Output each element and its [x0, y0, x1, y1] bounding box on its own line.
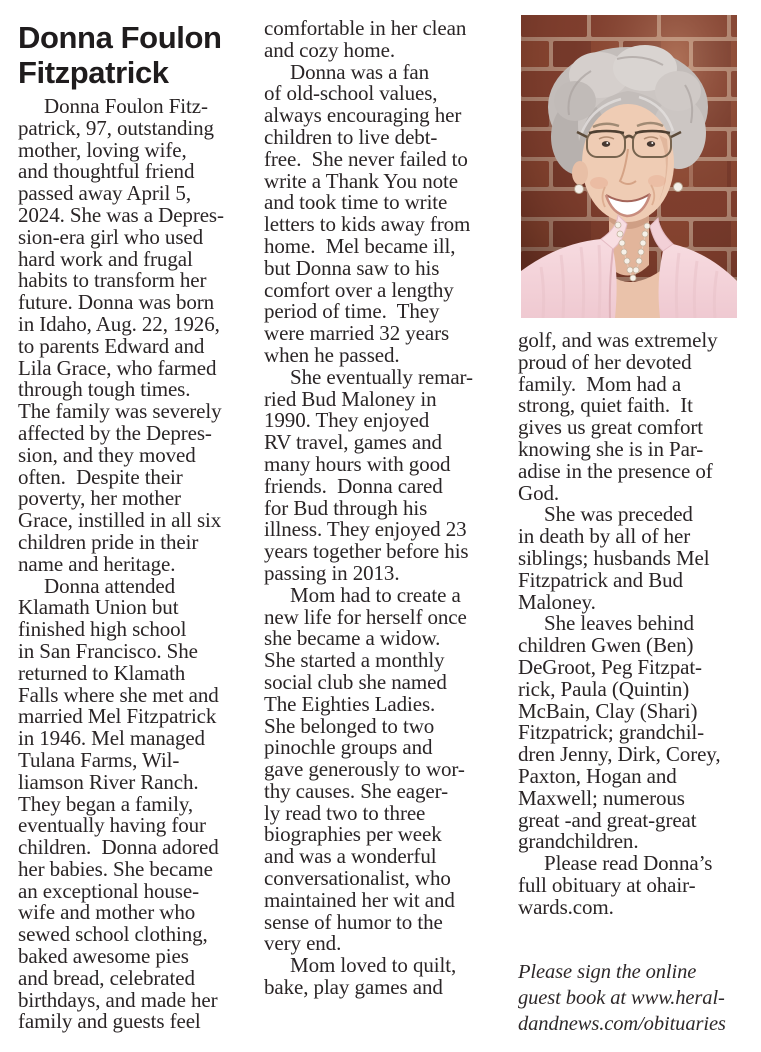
text-line: liamson River Ranch. — [18, 769, 199, 794]
paragraph — [18, 96, 258, 576]
text-line: strong, quiet faith. It — [518, 393, 693, 418]
text-line: period of time. They — [264, 299, 440, 324]
column-2 — [264, 18, 510, 999]
paragraph — [264, 59, 510, 367]
paragraph — [18, 573, 258, 1034]
text-line: ried Bud Maloney in — [264, 386, 437, 411]
text-line: hard work and frugal — [18, 246, 193, 271]
text-line: Mom loved to quilt, — [290, 953, 457, 978]
text-line: years together before his — [264, 539, 469, 564]
text-line: dren Jenny, Dirk, Corey, — [518, 742, 721, 767]
text-line: comfortable in her clean — [264, 16, 467, 40]
text-line: patrick, 97, outstanding — [18, 115, 214, 140]
text-line: returned to Klamath — [18, 660, 186, 685]
text-line: illness. They enjoyed 23 — [264, 517, 467, 542]
text-line: for Bud through his — [264, 495, 428, 520]
text-line: knowing she is in Par- — [518, 436, 704, 461]
paragraph — [264, 582, 510, 956]
text-line: social club she named — [264, 669, 447, 694]
text-line: passed away April 5, — [18, 181, 191, 206]
text-line: full obituary at ohair- — [518, 872, 696, 897]
text-line: Please sign the online — [518, 960, 697, 983]
text-line: sion-era girl who used — [18, 224, 204, 249]
text-line: She was preceded — [544, 502, 693, 527]
text-line: children Gwen (Ben) — [518, 633, 694, 658]
text-line: She leaves behind — [544, 611, 694, 636]
text-line: maintained her wit and — [264, 887, 455, 912]
text-line: biographies per week — [264, 822, 442, 847]
obituary-title — [18, 20, 258, 90]
text-line: in 1946. Mel managed — [18, 726, 205, 751]
text-line: family and guests feel — [18, 1009, 201, 1034]
column-3-text — [518, 330, 750, 1037]
text-line: 2024. She was a Depres- — [18, 202, 224, 227]
text-line: an exceptional house- — [18, 878, 199, 903]
text-line: McBain, Clay (Shari) — [518, 698, 698, 723]
text-line: of old-school values, — [264, 81, 438, 106]
text-line: finished high school — [18, 617, 187, 642]
text-line: Paxton, Hogan and — [518, 763, 677, 788]
paragraph — [264, 955, 510, 999]
text-line: name and heritage. — [18, 551, 176, 576]
text-line: and bread, celebrated — [18, 965, 195, 990]
column-3 — [518, 15, 750, 1037]
text-line: children to live debt- — [264, 124, 438, 149]
text-line: wife and mother who — [18, 900, 196, 925]
text-line: She belonged to two — [264, 713, 435, 738]
text-line: proud of her devoted — [518, 349, 692, 374]
text-line: Tulana Farms, Wil- — [18, 747, 180, 772]
text-line: dandnews.com/obituaries — [518, 1012, 726, 1035]
text-line: her babies. She became — [18, 856, 213, 881]
portrait-photo — [521, 15, 737, 318]
text-line: great -and great-great — [518, 807, 697, 832]
text-line: Please read Donna’s — [544, 851, 713, 876]
paragraph — [518, 330, 750, 504]
text-line: sion, and they moved — [18, 442, 196, 467]
text-line: through tough times. — [18, 377, 191, 402]
text-line: thy causes. She eager- — [264, 778, 448, 803]
text-line: Fitzpatrick; grandchil- — [518, 720, 705, 745]
text-line: friends. Donna cared — [264, 473, 443, 498]
text-line: write a Thank You note — [264, 168, 458, 193]
text-line: many hours with good — [264, 451, 451, 476]
text-line: gives us great comfort — [518, 415, 703, 440]
text-line: ly read two to three — [264, 800, 426, 825]
text-line: future. Donna was born — [18, 290, 215, 315]
paragraph — [264, 364, 510, 585]
text-line: sewed school clothing, — [18, 922, 208, 947]
text-line: and thoughtful friend — [18, 159, 195, 184]
text-line: comfort over a lengthy — [264, 277, 454, 302]
text-line: golf, and was extremely — [518, 328, 718, 352]
text-line: The family was severely — [18, 399, 222, 424]
text-line: habits to transform her — [18, 268, 207, 293]
column-2-text — [264, 18, 510, 999]
text-line: but Donna saw to his — [264, 255, 440, 280]
text-line: conversationalist, who — [264, 866, 451, 891]
text-line: grandchildren. — [518, 829, 639, 854]
text-line: home. Mel became ill, — [264, 233, 456, 258]
text-line: married Mel Fitzpatrick — [18, 704, 217, 729]
text-line: rick, Paula (Quintin) — [518, 676, 690, 701]
text-line: and was a wonderful — [264, 844, 437, 869]
text-line: birthdays, and made her — [18, 987, 218, 1012]
text-line: They began a family, — [18, 791, 194, 816]
text-line: RV travel, games and — [264, 430, 442, 455]
column-1 — [18, 20, 258, 1033]
text-line: Donna Foulon Fitz- — [44, 94, 208, 118]
text-line: and took time to write — [264, 190, 448, 215]
text-line: letters to kids away from — [264, 212, 471, 237]
text-line: children. Donna adored — [18, 835, 219, 860]
text-line: very end. — [264, 931, 342, 956]
text-line: in Idaho, Aug. 22, 1926, — [18, 311, 220, 336]
text-line: Lila Grace, who farmed — [18, 355, 217, 380]
column-1-text — [18, 96, 258, 1033]
text-line: wards.com. — [518, 894, 614, 919]
text-line: Donna attended — [44, 573, 175, 598]
text-line: mother, loving wife, — [18, 137, 187, 162]
paragraph — [518, 853, 750, 918]
paragraph — [518, 504, 750, 613]
text-line: Grace, instilled in all six — [18, 508, 222, 533]
text-line: God. — [518, 480, 560, 505]
text-line: in San Francisco. She — [18, 638, 198, 663]
title-line-2: Fitzpatrick — [18, 55, 169, 90]
text-line: She started a monthly — [264, 648, 445, 673]
text-line: family. Mom had a — [518, 371, 682, 396]
text-line: Klamath Union but — [18, 595, 179, 620]
text-line: Maxwell; numerous — [518, 785, 685, 810]
text-line: Maloney. — [518, 589, 596, 614]
text-line: eventually having four — [18, 813, 206, 838]
paragraph — [518, 613, 750, 853]
title-line-1: Donna Foulon — [18, 20, 222, 55]
text-line: new life for herself once — [264, 604, 467, 629]
text-line: guest book at www.heral- — [518, 986, 725, 1009]
text-line: passing in 2013. — [264, 560, 400, 585]
text-line: sense of humor to the — [264, 909, 443, 934]
text-line: baked awesome pies — [18, 944, 189, 969]
text-line: free. She never failed to — [264, 146, 468, 171]
text-line: to parents Edward and — [18, 333, 205, 358]
text-line: bake, play games and — [264, 975, 443, 1000]
text-line: in death by all of her — [518, 524, 691, 549]
text-line: The Eighties Ladies. — [264, 691, 436, 716]
text-line: DeGroot, Peg Fitzpat- — [518, 654, 702, 679]
text-line: children pride in their — [18, 529, 199, 554]
text-line: Falls where she met and — [18, 682, 219, 707]
text-line: adise in the presence of — [518, 458, 713, 483]
text-line: when he passed. — [264, 342, 400, 367]
text-line: 1990. They enjoyed — [264, 408, 430, 433]
text-line: poverty, her mother — [18, 486, 181, 511]
guestbook-note — [518, 959, 750, 1037]
text-line: and cozy home. — [264, 37, 395, 62]
text-line: She eventually remar- — [290, 364, 473, 389]
text-line: often. Despite their — [18, 464, 183, 489]
paragraph — [264, 18, 510, 62]
text-line: Fitzpatrick and Bud — [518, 567, 683, 592]
text-line: affected by the Depres- — [18, 420, 212, 445]
text-line: she became a widow. — [264, 626, 441, 651]
text-line: Mom had to create a — [290, 582, 461, 607]
text-line: always encouraging her — [264, 103, 462, 128]
text-line: gave generously to wor- — [264, 757, 465, 782]
text-line: Donna was a fan — [290, 59, 430, 84]
text-line: pinochle groups and — [264, 735, 433, 760]
text-line: were married 32 years — [264, 321, 450, 346]
portrait-illustration — [521, 15, 737, 318]
text-line: siblings; husbands Mel — [518, 545, 710, 570]
